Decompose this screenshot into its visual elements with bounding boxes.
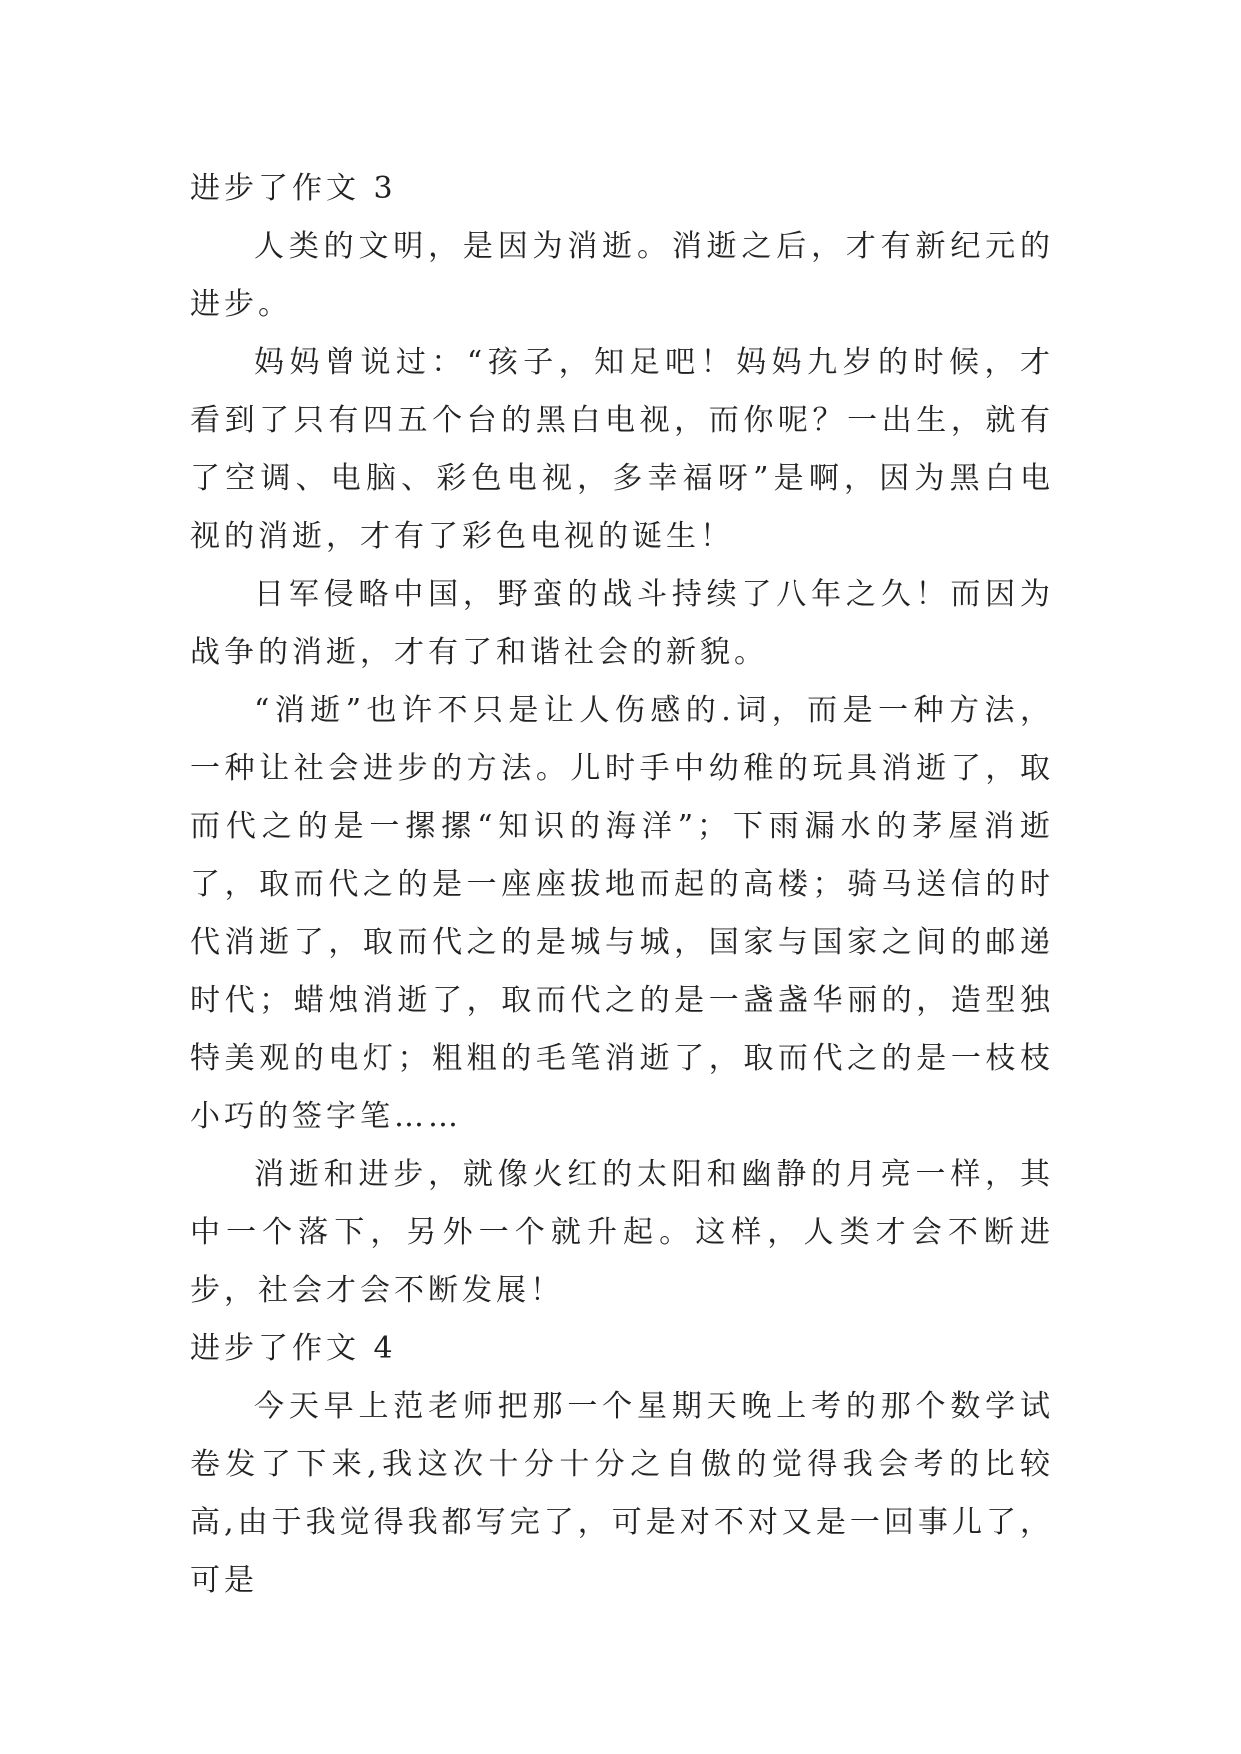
paragraph: 消逝和进步，就像火红的太阳和幽静的月亮一样，其中一个落下，另外一个就升起。这样，人类才会不断进步，社会才会不断发展！ <box>190 1157 1054 1308</box>
paragraph: 人类的文明，是因为消逝。消逝之后，才有新纪元的进步。 <box>190 229 1054 322</box>
section-heading-4: 进步了作文 4 <box>190 1331 397 1366</box>
paragraph: “消逝”也许不只是让人伤感的.词，而是一种方法，一种让社会进步的方法。儿时手中幼稚的玩具消逝了，取而代之的是一摞摞“知识的海洋”；下雨漏水的茅屋消逝了，取而代之的是一座座拔地而起的高楼；骑马送信的时代消逝了，取而代之的是城与城，国家与国家之间的邮递时代；蜡烛消逝了，取而代之的是一盏盏华丽的，造型独特美观的电灯；粗粗的毛笔消逝了，取而代之的是一枝枝小巧的签字笔…… <box>190 693 1054 1134</box>
document-body <box>190 160 1054 1610</box>
paragraph: 今天早上范老师把那一个星期天晚上考的那个数学试卷发了下来,我这次十分十分之自傲的觉得我会考的比较高,由于我觉得我都写完了，可是对不对又是一回事儿了，可是 <box>190 1389 1054 1598</box>
paragraph: 妈妈曾说过：“孩子，知足吧！妈妈九岁的时候，才看到了只有四五个台的黑白电视，而你呢？一出生，就有了空调、电脑、彩色电视，多幸福呀”是啊，因为黑白电视的消逝，才有了彩色电视的诞生！ <box>190 345 1054 554</box>
section-heading-3: 进步了作文 3 <box>190 171 397 206</box>
paragraph: 日军侵略中国，野蛮的战斗持续了八年之久！而因为战争的消逝，才有了和谐社会的新貌。 <box>190 577 1054 670</box>
